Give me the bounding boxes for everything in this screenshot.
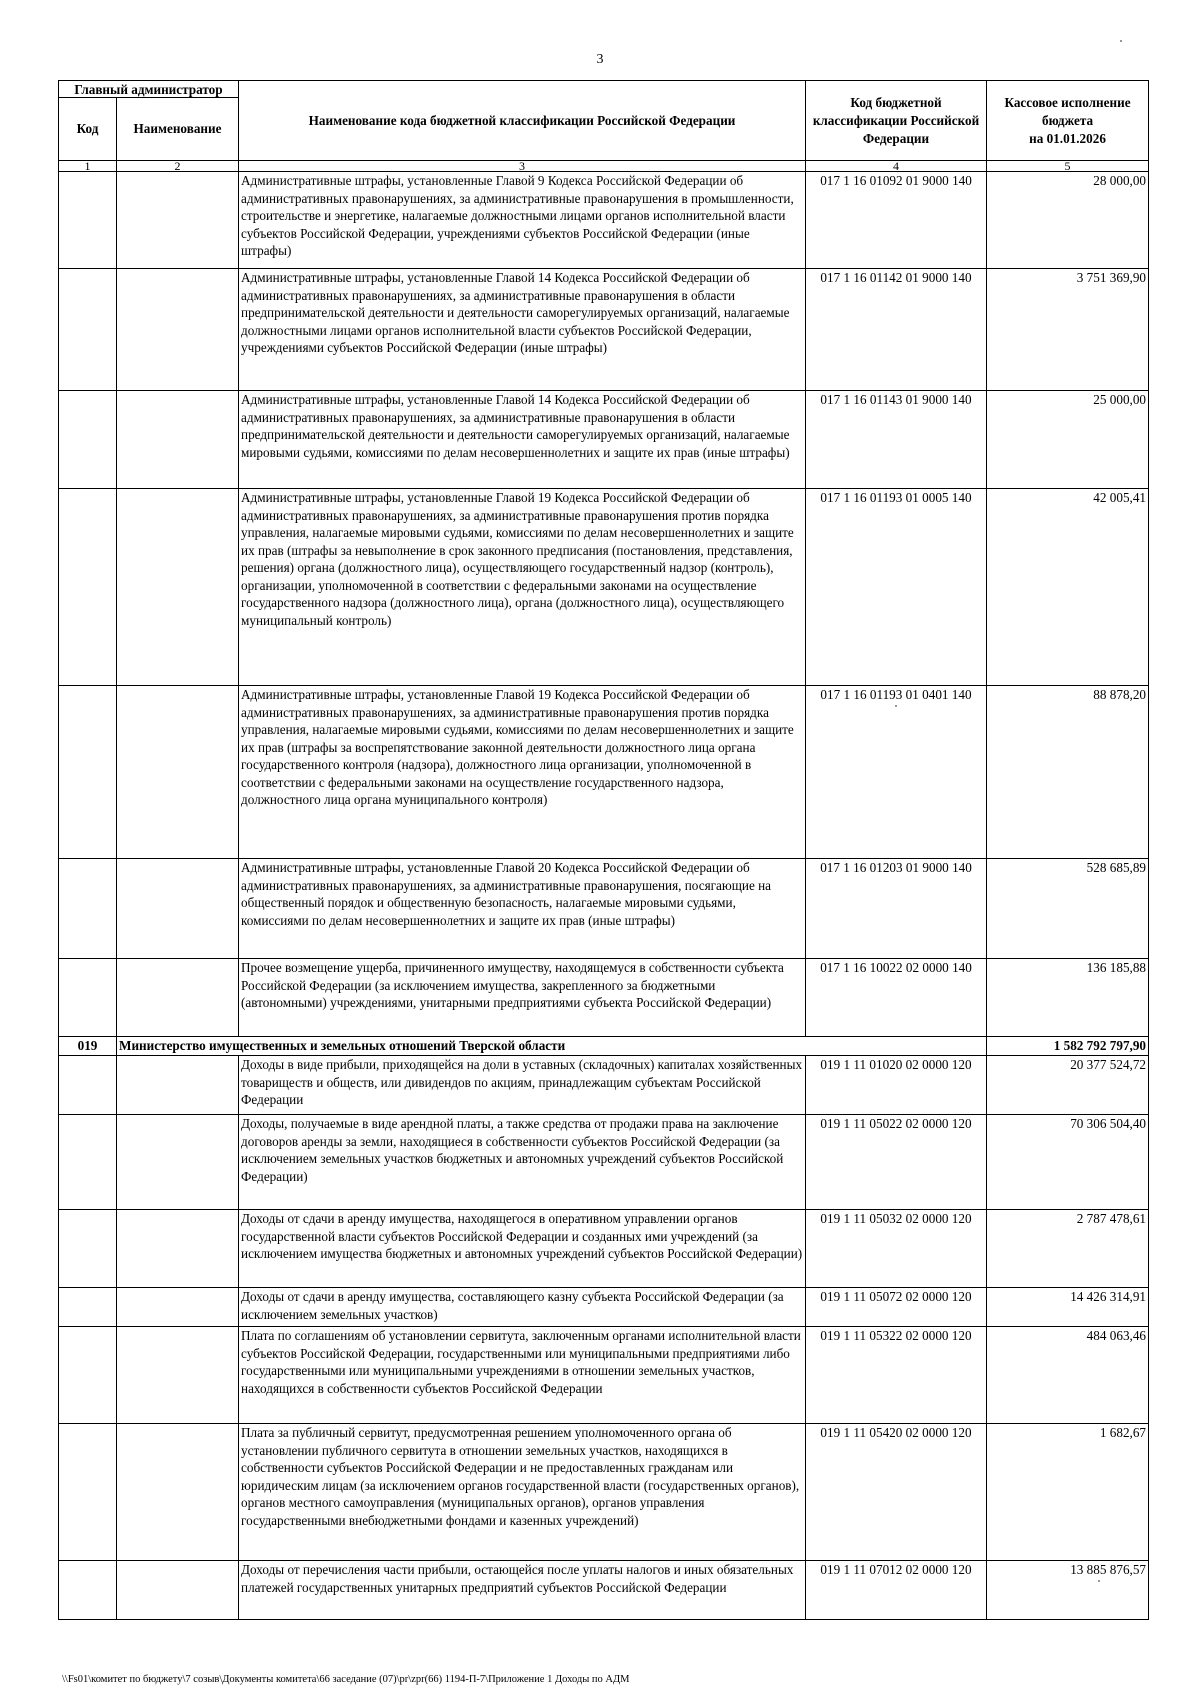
table-row — [59, 1210, 1149, 1288]
row-amount: 2 787 478,61 — [987, 1210, 1149, 1288]
scan-speck — [895, 705, 897, 707]
column-number: 3 — [239, 161, 806, 172]
row-description: Административные штрафы, установленные Главой 14 Кодекса Российской Федерации об административных правонарушениях, за административные правонарушения в области предпринимательской деятельности и деятельности саморегулируемых организаций, налагаемые мировыми судьями, комиссиями по делам несовершеннолетних и защите их прав (иные штрафы) — [239, 391, 806, 489]
row-description: Прочее возмещение ущерба, причиненного имуществу, находящемуся в собственности субъекта Российской Федерации (за исключением имущества, закрепленного за бюджетными (автономными) учреждениями, унитарными предприятиями субъекта Российской Федерации) — [239, 959, 806, 1037]
row-description: Административные штрафы, установленные Главой 9 Кодекса Российской Федерации об административных правонарушениях, за административные правонарушения в промышленности, строительстве и энергетике, налагаемые должностными лицами органов исполнительной власти субъектов Российской Федерации, учреждениями субъектов Российской Федерации (иные штрафы) — [239, 172, 806, 269]
column-number: 4 — [806, 161, 987, 172]
scan-speck — [1120, 40, 1122, 42]
administrator-name: Министерство имущественных и земельных отношений Тверской области — [117, 1037, 987, 1056]
page-number: 3 — [596, 52, 604, 67]
row-classification-code: 017 1 16 01142 01 9000 140 — [806, 269, 987, 391]
header-name: Наименование — [117, 98, 239, 161]
header-cash-execution — [987, 81, 1149, 161]
administrator-row — [59, 1037, 1149, 1056]
column-number: 2 — [117, 161, 239, 172]
row-classification-code: 017 1 16 01193 01 0401 140 — [806, 686, 987, 859]
administrator-code: 019 — [59, 1037, 117, 1056]
table-row — [59, 391, 1149, 489]
row-amount: 13 885 876,57 — [987, 1561, 1149, 1620]
row-classification-code: 019 1 11 05022 02 0000 120 — [806, 1115, 987, 1210]
row-classification-code: 019 1 11 05032 02 0000 120 — [806, 1210, 987, 1288]
header-classification-code: Код бюджетной классификации Российской Федерации — [806, 81, 987, 161]
table-row — [59, 489, 1149, 686]
row-amount: 136 185,88 — [987, 959, 1149, 1037]
table-row — [59, 1288, 1149, 1327]
row-classification-code: 017 1 16 01193 01 0005 140 — [806, 489, 987, 686]
row-classification-code: 017 1 16 01203 01 9000 140 — [806, 859, 987, 959]
scan-speck — [1098, 1580, 1100, 1582]
row-amount: 88 878,20 — [987, 686, 1149, 859]
table-row — [59, 686, 1149, 859]
row-description: Доходы в виде прибыли, приходящейся на доли в уставных (складочных) капиталах хозяйственных товариществ и обществ, или дивидендов по акциям, принадлежащим субъектам Российской Федерации — [239, 1056, 806, 1115]
row-description: Плата по соглашениям об установлении сервитута, заключенным органами исполнительной власти субъектов Российской Федерации, государственными или муниципальными предприятиями либо государственными или муниципальными учреждениями в отношении земельных участков, находящихся в собственности субъектов Российской Федерации — [239, 1327, 806, 1424]
table-row — [59, 1424, 1149, 1561]
table-row — [59, 1115, 1149, 1210]
row-amount: 1 682,67 — [987, 1424, 1149, 1561]
row-classification-code: 019 1 11 07012 02 0000 120 — [806, 1561, 987, 1620]
row-amount: 70 306 504,40 — [987, 1115, 1149, 1210]
row-amount: 14 426 314,91 — [987, 1288, 1149, 1327]
header-code: Код — [59, 98, 117, 161]
row-classification-code: 019 1 11 05072 02 0000 120 — [806, 1288, 987, 1327]
row-amount: 484 063,46 — [987, 1327, 1149, 1424]
table-row — [59, 859, 1149, 959]
row-description: Административные штрафы, установленные Главой 19 Кодекса Российской Федерации об административных правонарушениях, за административные правонарушения против порядка управления, налагаемые мировыми судьями, комиссиями по делам несовершеннолетних и защите их прав (штрафы за невыполнение в срок законного предписания (постановления, представления, решения) органа (должностного лица), осуществляющего государственный надзор (контроль), организации, уполномоченной в соответствии с федеральными законами на осуществление государственного надзора (должностного лица), органа (должностного лица), осуществляющего муниципальный контроль) — [239, 489, 806, 686]
row-classification-code: 019 1 11 01020 02 0000 120 — [806, 1056, 987, 1115]
row-classification-code: 017 1 16 01092 01 9000 140 — [806, 172, 987, 269]
administrator-total: 1 582 792 797,90 — [987, 1037, 1149, 1056]
table-row — [59, 959, 1149, 1037]
table-row — [59, 269, 1149, 391]
row-amount: 25 000,00 — [987, 391, 1149, 489]
row-description: Доходы от перечисления части прибыли, остающейся после уплаты налогов и иных обязательных платежей государственных унитарных предприятий субъектов Российской Федерации — [239, 1561, 806, 1620]
row-description: Административные штрафы, установленные Главой 14 Кодекса Российской Федерации об административных правонарушениях, за административные правонарушения в области предпринимательской деятельности и деятельности саморегулируемых организаций, налагаемые должностными лицами органов исполнительной власти субъектов Российской Федерации, учреждениями субъектов Российской Федерации (иные штрафы) — [239, 269, 806, 391]
row-classification-code: 019 1 11 05322 02 0000 120 — [806, 1327, 987, 1424]
column-number: 1 — [59, 161, 117, 172]
header-chief-administrator: Главный администратор — [59, 81, 239, 98]
table-row — [59, 1561, 1149, 1620]
header-cash-execution-date: на 01.01.2026 — [1029, 130, 1106, 146]
row-amount: 42 005,41 — [987, 489, 1149, 686]
row-description: Доходы, получаемые в виде арендной платы, а также средства от продажи права на заключение договоров аренды за земли, находящиеся в собственности субъектов Российской Федерации (за исключением земельных участков бюджетных и автономных учреждений субъектов Российской Федерации) — [239, 1115, 806, 1210]
column-number: 5 — [987, 161, 1149, 172]
row-description: Административные штрафы, установленные Главой 20 Кодекса Российской Федерации об административных правонарушениях, за административные правонарушения, посягающие на общественный порядок и общественную безопасность, налагаемые мировыми судьями, комиссиями по делам несовершеннолетних и защите их прав (иные штрафы) — [239, 859, 806, 959]
row-description: Доходы от сдачи в аренду имущества, находящегося в оперативном управлении органов государственной власти субъектов Российской Федерации и созданных ими учреждений (за исключением имущества бюджетных и автономных учреждений субъектов Российской Федерации) — [239, 1210, 806, 1288]
row-classification-code: 019 1 11 05420 02 0000 120 — [806, 1424, 987, 1561]
row-amount: 3 751 369,90 — [987, 269, 1149, 391]
table-row — [59, 1327, 1149, 1424]
row-classification-code: 017 1 16 10022 02 0000 140 — [806, 959, 987, 1037]
footer-file-path: \\Fs01\комитет по бюджету\7 созыв\Документы комитета\66 заседание (07)\pr\zpr(66) 1194-П-7\Приложение 1 Доходы по АДМ — [62, 1674, 630, 1685]
row-description: Административные штрафы, установленные Главой 19 Кодекса Российской Федерации об административных правонарушениях, за административные правонарушения против порядка управления, налагаемые мировыми судьями, комиссиями по делам несовершеннолетних и защите их прав (штрафы за воспрепятствование законной деятельности должностного лица органа государственного контроля (надзора), должностного лица организации, уполномоченной в соответствии с федеральными законами на осуществление государственного надзора, должностного лица органа муниципального контроля) — [239, 686, 806, 859]
row-description: Плата за публичный сервитут, предусмотренная решением уполномоченного органа об установлении публичного сервитута в отношении земельных участков, находящихся в собственности субъектов Российской Федерации и не предоставленных гражданам или юридическим лицам (за исключением органов государственной власти (государственных органов), органов местного самоуправления (муниципальных органов), органов управления государственными внебюджетными фондами и казенных учреждений) — [239, 1424, 806, 1561]
row-amount: 28 000,00 — [987, 172, 1149, 269]
row-amount: 528 685,89 — [987, 859, 1149, 959]
table-row — [59, 1056, 1149, 1115]
table-row — [59, 172, 1149, 269]
header-classification-name: Наименование кода бюджетной классификации Российской Федерации — [239, 81, 806, 161]
header-cash-execution-title: Кассовое исполнение бюджета — [1004, 94, 1131, 128]
row-description: Доходы от сдачи в аренду имущества, составляющего казну субъекта Российской Федерации (за исключением земельных участков) — [239, 1288, 806, 1327]
row-classification-code: 017 1 16 01143 01 9000 140 — [806, 391, 987, 489]
revenue-table — [58, 80, 1149, 1620]
row-amount: 20 377 524,72 — [987, 1056, 1149, 1115]
